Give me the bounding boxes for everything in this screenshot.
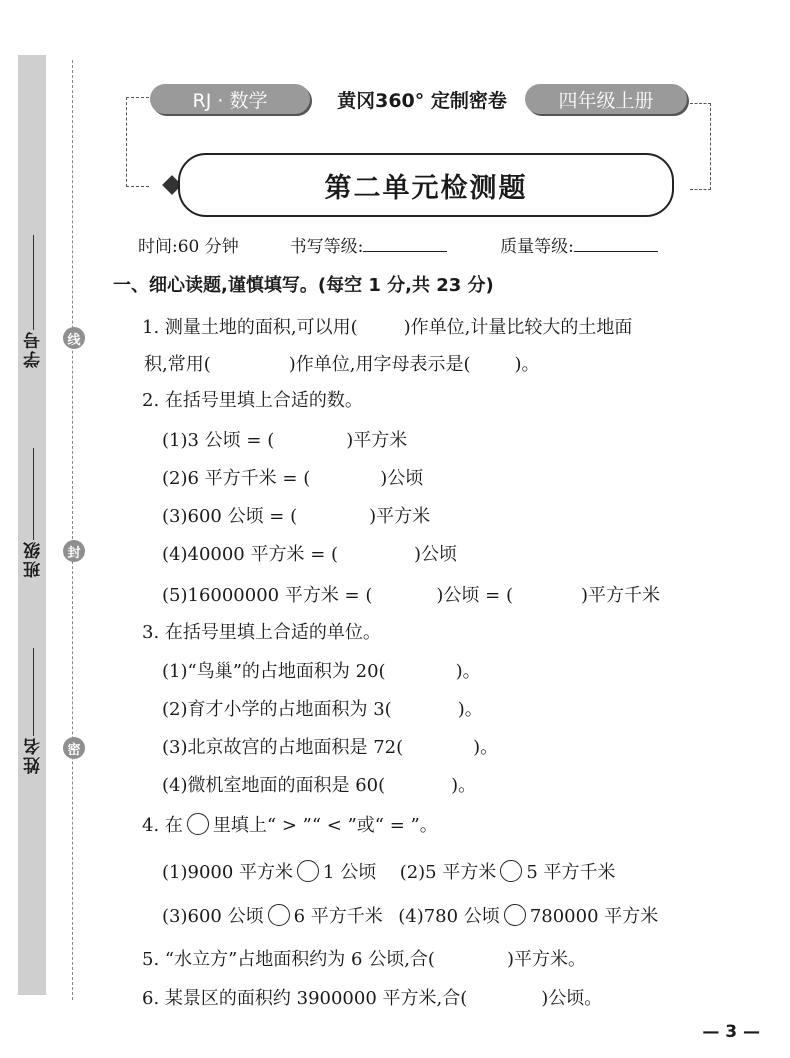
student-id-field [20, 235, 46, 368]
q1-line1 [142, 313, 632, 339]
page-title [178, 153, 674, 217]
q5-text: 5. “水立方”占地面积约为 6 公顷,合( [142, 949, 435, 970]
q5 [142, 945, 586, 971]
item-text: (5)16000000 平方米 = ( [162, 585, 373, 606]
item-text: )。 [451, 775, 477, 796]
cut-line [72, 60, 73, 1000]
q3-item [162, 657, 481, 683]
item-text: (1)3 公顷 = ( [162, 430, 275, 451]
item-text: )平方米 [369, 506, 431, 527]
q2-item [162, 426, 407, 452]
item-text: (4)40000 平方米 = ( [162, 544, 339, 565]
item-text: (1)“鸟巢”的占地面积为 20( [162, 661, 386, 682]
writing-grade-label: 书写等级: [289, 237, 364, 257]
q3-item [162, 695, 483, 721]
q6-text: )公顷。 [541, 988, 603, 1009]
class-label: 班级 [23, 540, 44, 578]
item-text: (2)6 平方千米 = ( [162, 468, 311, 489]
section-heading: 一、细心读题,谨慎填写。(每空 1 分,共 23 分) [113, 275, 494, 296]
exam-meta [138, 232, 658, 257]
right-bracket [690, 103, 711, 190]
q1-text: 1. 测量土地的面积,可以用( [142, 317, 358, 338]
item-text: (3)600 公顷 = ( [162, 506, 298, 527]
item-text: (2)5 平方米 [399, 862, 497, 883]
item-text: )。 [473, 737, 499, 758]
q1-text: )作单位,用字母表示是( [288, 354, 471, 375]
seal-seal-mark: 封 [63, 540, 85, 562]
compare-circle[interactable] [504, 904, 526, 926]
q2-item [162, 581, 660, 607]
item-text: 1 公顷 [323, 862, 377, 883]
q2-item [162, 464, 423, 490]
class-blank [33, 448, 34, 540]
item-text: )。 [457, 699, 483, 720]
quality-grade-label: 质量等级: [500, 237, 574, 257]
circle-icon [187, 813, 209, 835]
page-title-text: 第二单元检测题 [324, 172, 528, 204]
compare-circle[interactable] [297, 860, 319, 882]
q1-text: )作单位,计量比较大的土地面 [403, 317, 633, 338]
item-text: (2)育才小学的占地面积为 3( [162, 699, 392, 720]
seal-dense-mark: 密 [63, 737, 85, 759]
item-text: )公顷 [380, 468, 424, 489]
q2-item [162, 540, 457, 566]
item-text: )。 [455, 661, 481, 682]
q1-line2 [142, 350, 540, 376]
q2-item [162, 502, 430, 528]
item-text: )公顷 = ( [436, 585, 513, 606]
item-text: (3)600 公顷 [162, 906, 264, 927]
q6 [142, 984, 602, 1010]
name-label: 姓名 [23, 736, 44, 774]
compare-circle[interactable] [268, 904, 290, 926]
q3-item [162, 771, 476, 797]
time-text: 时间:60 分钟 [138, 237, 239, 257]
item-text: (3)北京故宫的占地面积是 72( [162, 737, 404, 758]
q5-text: )平方米。 [506, 949, 586, 970]
q4-row2 [162, 902, 658, 928]
name-field [20, 648, 46, 774]
quality-grade-blank[interactable] [574, 235, 658, 252]
q4-row1 [162, 858, 616, 884]
seal-line-mark: 线 [63, 327, 85, 349]
class-field [20, 448, 46, 578]
q6-text: 6. 某景区的面积约 3900000 平方米,合( [142, 988, 468, 1009]
q1-text: )。 [514, 354, 540, 375]
writing-grade-blank[interactable] [363, 235, 447, 252]
item-text: )公顷 [414, 544, 458, 565]
item-text: (4)微机室地面的面积是 60( [162, 775, 386, 796]
item-text: 5 平方千米 [526, 862, 616, 883]
left-bracket [126, 97, 149, 187]
page-number: — 3 — [702, 1022, 760, 1042]
student-id-label: 学号 [23, 330, 44, 368]
q3-item [162, 733, 498, 759]
q4-stem [142, 811, 438, 837]
item-text: )平方米 [346, 430, 408, 451]
item-text: (4)780 公顷 [398, 906, 500, 927]
student-id-blank [33, 235, 34, 330]
q2-stem: 2. 在括号里填上合适的数。 [142, 390, 363, 411]
subject-pill: RJ · 数学 [150, 84, 310, 114]
item-text: 780000 平方米 [529, 906, 659, 927]
brand-title: 黄冈360° 定制密卷 [337, 90, 507, 112]
grade-pill: 四年级上册 [525, 84, 687, 114]
item-text: )平方千米 [580, 585, 660, 606]
q1-text: 积,常用( [144, 354, 211, 375]
q4-text: 里填上“ > ”“ < ”或“ = ”。 [212, 815, 438, 836]
compare-circle[interactable] [500, 860, 522, 882]
item-text: 6 平方千米 [293, 906, 383, 927]
q4-text: 4. 在 [142, 815, 183, 836]
item-text: (1)9000 平方米 [162, 862, 294, 883]
q3-stem: 3. 在括号里填上合适的单位。 [142, 622, 381, 643]
name-blank [33, 648, 34, 736]
